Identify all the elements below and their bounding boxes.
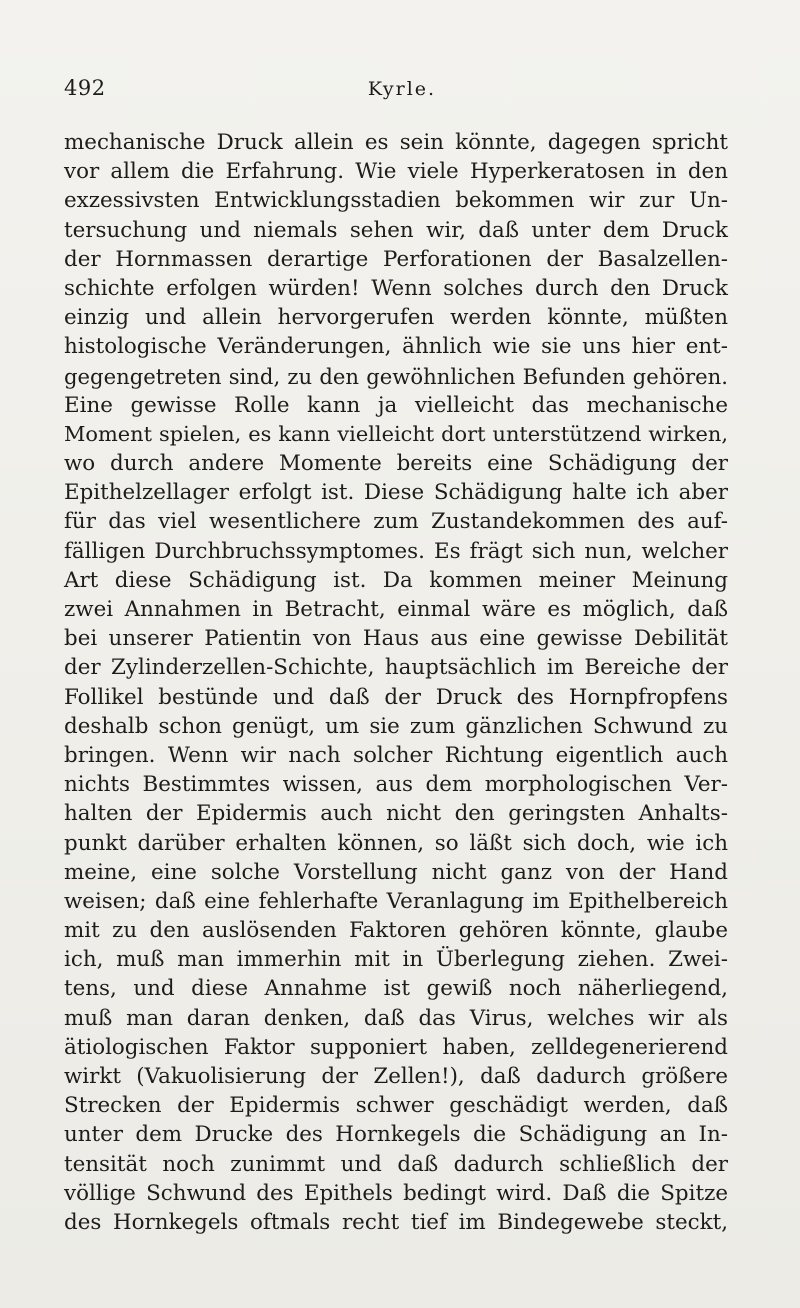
text-line: tens, und diese Annahme ist gewiß noch näherliegend, (64, 976, 728, 1002)
text-line: zwei Annahmen in Betracht, einmal wäre es möglich, daß (64, 597, 728, 622)
text-line: mit zu den auslösenden Faktoren gehören könnte, glaube (64, 918, 728, 944)
text-line: gegengetreten sind, zu den gewöhnlichen Befunden gehören. (64, 363, 728, 389)
text-line: deshalb schon genügt, um sie zum gänzlichen Schwund zu (64, 713, 728, 739)
text-line: ätiologischen Faktor supponiert haben, zelldegenerierend (64, 1034, 728, 1060)
text-line: mechanische Druck allein es sein könnte, dagegen spricht (64, 130, 728, 155)
running-head: Kyrle. (367, 78, 437, 100)
text-line: der Zylinderzellen-Schichte, hauptsächlich im Bereiche der (64, 655, 728, 681)
text-line: meine, eine solche Vorstellung nicht ganz von der Hand (64, 859, 728, 885)
text-line: unter dem Drucke des Hornkegels die Schädigung an In- (64, 1122, 728, 1148)
text-line: schichte erfolgen würden! Wenn solches durch den Druck (64, 275, 728, 301)
text-line: völlige Schwund des Epithels bedingt wird. Daß die Spitze (64, 1180, 728, 1206)
text-line: exzessivsten Entwicklungsstadien bekommen wir zur Un- (64, 188, 728, 214)
text-line: muß man daran denken, daß das Virus, welches wir als (64, 1005, 728, 1031)
page-number: 492 (64, 76, 106, 100)
text-line: Art diese Schädigung ist. Da kommen meiner Meinung (64, 567, 728, 593)
text-line: einzig und allein hervorgerufen werden könnte, müßten (64, 305, 728, 331)
text-line: Strecken der Epidermis schwer geschädigt werden, daß (64, 1093, 728, 1119)
text-line: für das viel wesentlichere zum Zustandekommen des auf- (64, 509, 728, 535)
text-line: tensität noch zunimmt und daß dadurch schließlich der (64, 1151, 728, 1177)
text-line: des Hornkegels oftmals recht tief im Bindegewebe steckt, (64, 1209, 728, 1235)
text-line: der Hornmassen derartige Perforationen der Basalzellen- (64, 246, 728, 272)
text-line: fälligen Durchbruchssymptomes. Es frägt sich nun, welcher (64, 538, 728, 564)
text-line: wo durch andere Momente bereits eine Schädigung der (64, 451, 728, 477)
text-line: weisen; daß eine fehlerhafte Veranlagung im Epithelbereich (64, 888, 728, 914)
text-line: vor allem die Erfahrung. Wie viele Hyperkeratosen in den (64, 159, 728, 185)
body-text (64, 128, 728, 1237)
text-line: punkt darüber erhalten können, so läßt sich doch, wie ich (64, 830, 728, 856)
text-line: Moment spielen, es kann vielleicht dort unterstützend wirken, (64, 421, 728, 446)
text-line: nichts Bestimmtes wissen, aus dem morphologischen Ver- (64, 772, 728, 798)
text-line: bei unserer Patientin von Haus aus eine gewisse Debilität (64, 626, 728, 652)
text-line: wirkt (Vakuolisierung der Zellen!), daß dadurch größere (64, 1064, 728, 1089)
text-line: histologische Veränderungen, ähnlich wie sie uns hier ent- (64, 334, 728, 360)
text-line: Follikel bestünde und daß der Druck des Hornpfropfens (64, 684, 728, 710)
text-line: Eine gewisse Rolle kann ja vielleicht das mechanische (64, 392, 728, 418)
text-line: ich, muß man immerhin mit in Überlegung ziehen. Zwei- (64, 947, 728, 973)
text-line: bringen. Wenn wir nach solcher Richtung eigentlich auch (64, 742, 728, 768)
text-line: Epithelzellager erfolgt ist. Diese Schädigung halte ich aber (64, 480, 728, 506)
text-line: tersuchung und niemals sehen wir, daß unter dem Druck (64, 217, 728, 243)
text-line: halten der Epidermis auch nicht den geringsten Anhalts- (64, 801, 728, 827)
